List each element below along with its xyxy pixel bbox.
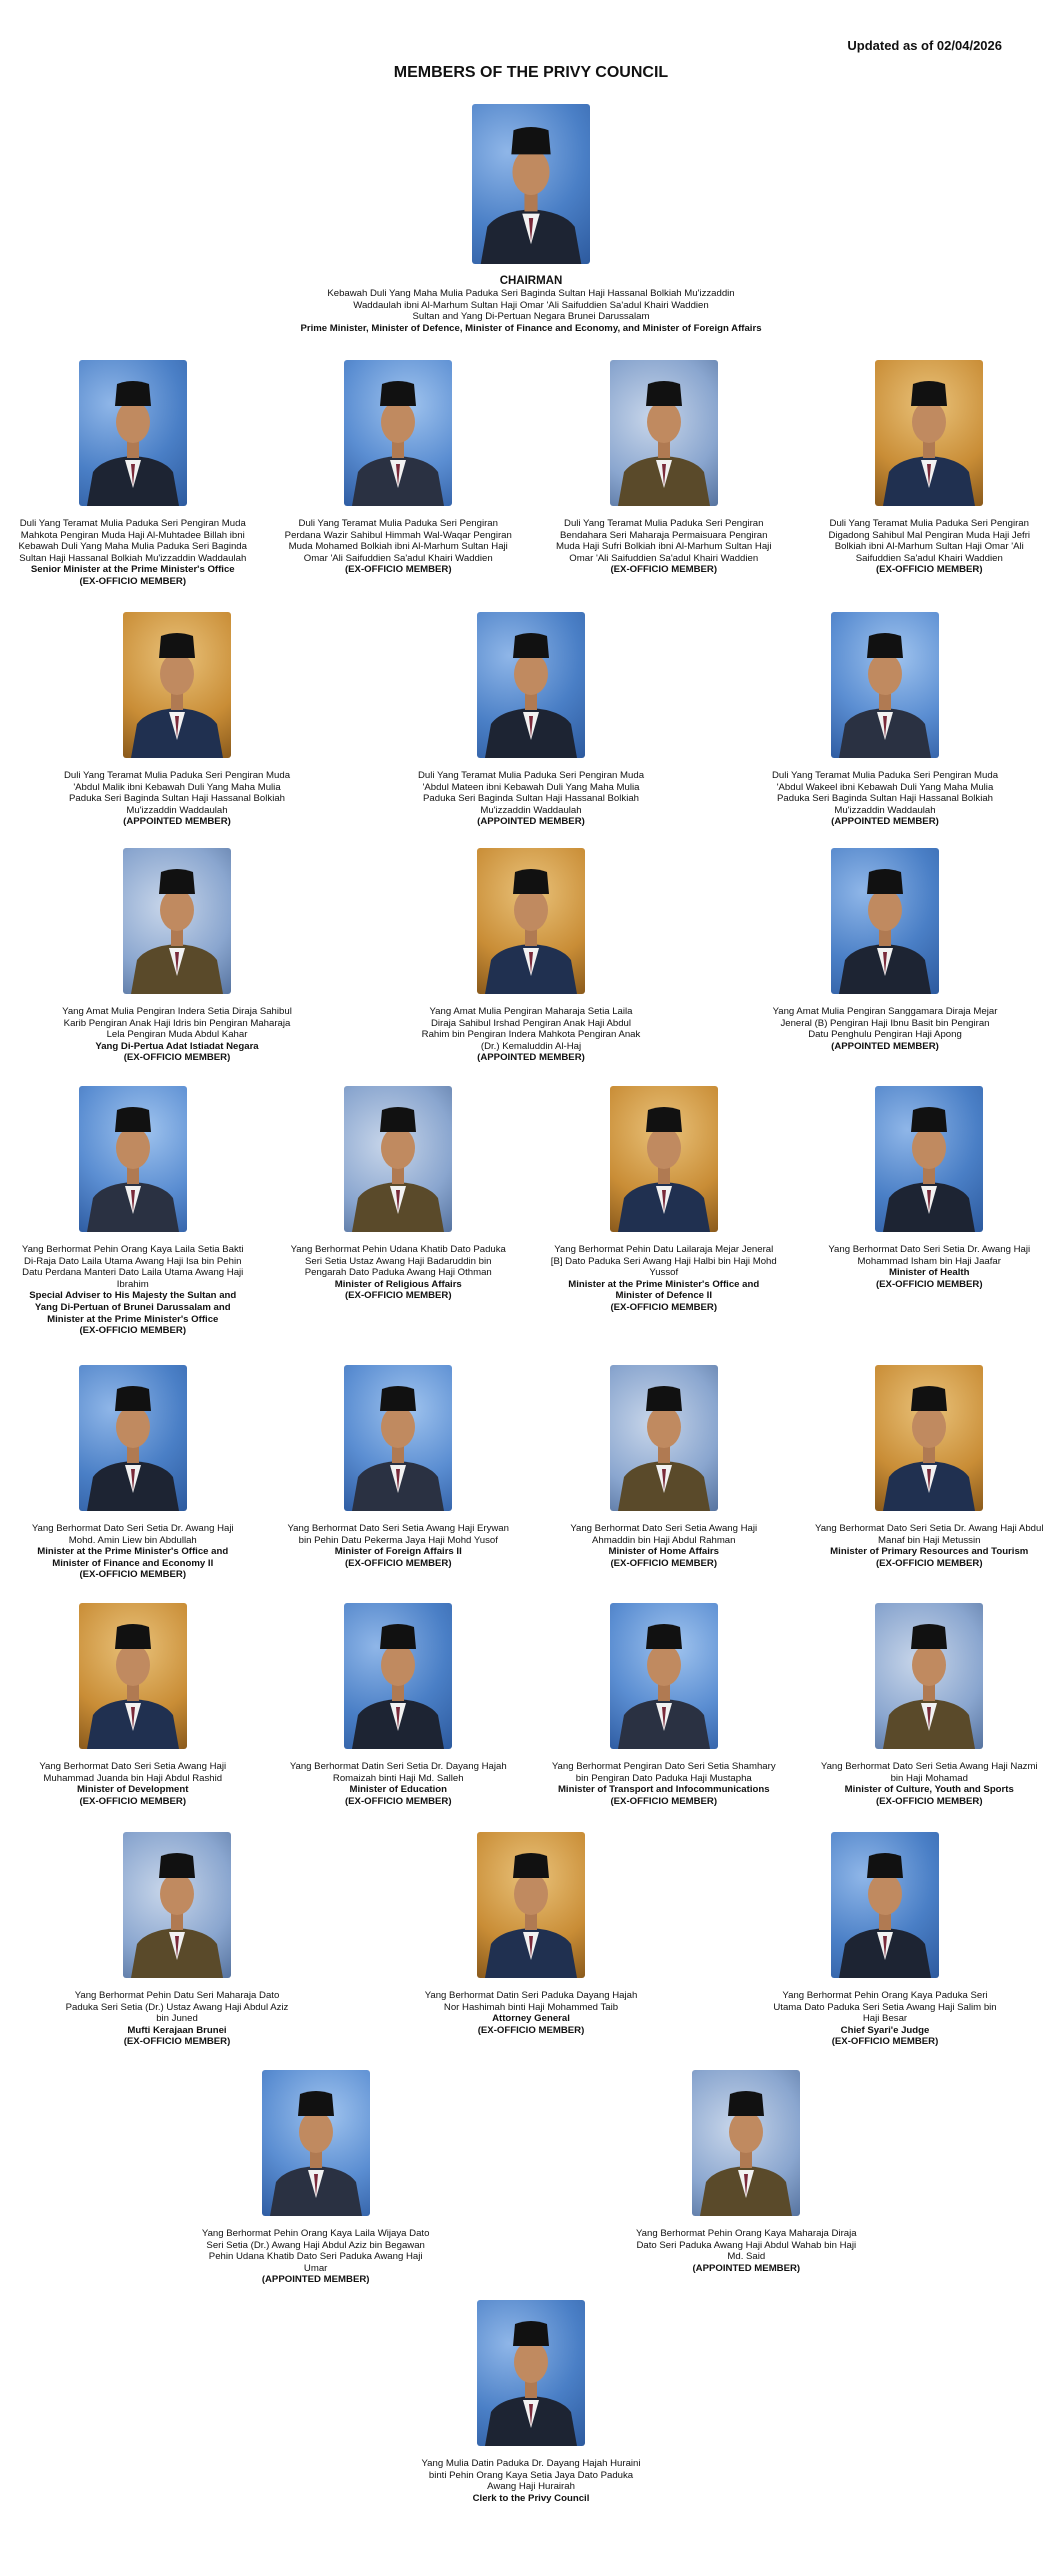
member-card bbox=[631, 2070, 861, 2286]
member-role: (EX-OFFICIO MEMBER) bbox=[79, 1569, 187, 1581]
member-card bbox=[18, 1603, 248, 1807]
member-role: (APPOINTED MEMBER) bbox=[831, 816, 939, 828]
member-name: Duli Yang Teramat Mulia Paduka Seri Pengiran Digadong Sahibul Mal Pengiran Muda Haji Jefri Bolkiah ibni Al-Marhum Sultan Haji Omar 'Ali Saifuddien Sa'adul Khairi Waddien bbox=[828, 518, 1031, 564]
member-caption bbox=[18, 1523, 248, 1581]
member-card bbox=[814, 1603, 1044, 1807]
member-caption bbox=[283, 1244, 513, 1302]
member-name: Yang Berhormat Dato Seri Setia Dr. Awang Haji Mohammad Isham bin Haji Jaafar bbox=[828, 1244, 1031, 1267]
member-card bbox=[283, 1603, 513, 1807]
updated-date: Updated as of 02/04/2026 bbox=[847, 38, 1002, 53]
member-photo bbox=[123, 1832, 231, 1978]
member-caption bbox=[549, 518, 779, 576]
member-caption bbox=[770, 1990, 1000, 2048]
member-card bbox=[416, 2300, 646, 2504]
member-caption bbox=[283, 518, 513, 576]
member-position: Minister of Health bbox=[889, 1267, 970, 1279]
member-role: (EX-OFFICIO MEMBER) bbox=[477, 2024, 585, 2036]
member-position: Mufti Kerajaan Brunei bbox=[127, 2024, 227, 2036]
member-position: Minister of Education bbox=[349, 1784, 448, 1796]
member-photo bbox=[875, 1365, 983, 1511]
member-name: Yang Berhormat Pehin Datu Seri Maharaja Dato Paduka Seri Setia (Dr.) Ustaz Awang Haji Abdul Aziz bin Juned bbox=[65, 1990, 289, 2025]
member-name: Yang Berhormat Dato Seri Setia Dr. Awang Haji Abdul Manaf bin Haji Metussin bbox=[815, 1523, 1044, 1546]
member-position: Minister of Primary Resources and Tourism bbox=[830, 1546, 1029, 1558]
chairman-name-line: Kebawah Duli Yang Maha Mulia Paduka Seri Baginda Sultan Haji Hassanal Bolkiah Mu'izzaddin bbox=[327, 288, 735, 299]
member-photo bbox=[123, 848, 231, 994]
member-name: Duli Yang Teramat Mulia Paduka Seri Pengiran Muda 'Abdul Malik ibni Kebawah Duli Yang Maha Mulia Paduka Seri Baginda Sultan Haji Hassanal Bolkiah Mu'izzaddin Waddaulah bbox=[63, 770, 291, 816]
chairman-card bbox=[251, 104, 811, 334]
member-photo bbox=[477, 2300, 585, 2446]
member-name: Yang Berhormat Dato Seri Setia Awang Haji Ahmaddin bin Haji Abdul Rahman bbox=[570, 1523, 758, 1546]
member-card bbox=[814, 1086, 1044, 1337]
member-name: Yang Berhormat Dato Seri Setia Awang Haji Nazmi bin Haji Mohamad bbox=[820, 1761, 1038, 1784]
member-row bbox=[0, 2300, 1062, 2504]
member-caption bbox=[283, 1523, 513, 1569]
member-name: Yang Berhormat Datin Seri Setia Dr. Dayang Hajah Romaizah binti Haji Md. Salleh bbox=[289, 1761, 507, 1784]
member-role: (EX-OFFICIO MEMBER) bbox=[831, 2036, 939, 2048]
member-role: (EX-OFFICIO MEMBER) bbox=[875, 1795, 983, 1807]
member-photo bbox=[79, 1086, 187, 1232]
member-caption bbox=[18, 1761, 248, 1807]
member-photo bbox=[262, 2070, 370, 2216]
member-card bbox=[416, 848, 646, 1064]
member-role: (EX-OFFICIO MEMBER) bbox=[79, 1795, 187, 1807]
member-caption bbox=[549, 1761, 779, 1807]
chairman-label: CHAIRMAN bbox=[499, 275, 563, 287]
member-row bbox=[0, 1832, 1062, 2048]
page-title: MEMBERS OF THE PRIVY COUNCIL bbox=[393, 64, 669, 81]
member-name: Yang Berhormat Pehin Orang Kaya Maharaja Diraja Dato Seri Paduka Awang Haji Abdul Wahab bin Haji Md. Said bbox=[636, 2228, 857, 2263]
member-card bbox=[770, 1832, 1000, 2048]
member-position: Clerk to the Privy Council bbox=[472, 2492, 590, 2504]
member-card bbox=[201, 2070, 431, 2286]
member-row bbox=[0, 2070, 1062, 2286]
member-caption bbox=[416, 2458, 646, 2504]
member-caption bbox=[814, 1761, 1044, 1807]
member-role: (EX-OFFICIO MEMBER) bbox=[610, 1301, 718, 1313]
member-card bbox=[416, 1832, 646, 2048]
member-name: Yang Berhormat Dato Seri Setia Awang Haji Erywan bin Pehin Datu Pekerma Jaya Haji Mohd Yusof bbox=[287, 1523, 509, 1546]
member-caption bbox=[18, 518, 248, 588]
member-photo bbox=[875, 1086, 983, 1232]
member-photo bbox=[79, 1365, 187, 1511]
member-role: (EX-OFFICIO MEMBER) bbox=[610, 564, 718, 576]
member-name: Duli Yang Teramat Mulia Paduka Seri Pengiran Perdana Wazir Sahibul Himmah Wal-Waqar Pengiran Muda Mohamed Bolkiah ibni Al-Marhum Sultan Haji Omar 'Ali Saifuddien Sa'adul Khairi Waddien bbox=[284, 518, 512, 564]
chairman-position: Prime Minister, Minister of Defence, Minister of Finance and Economy, and Minister of Foreign Affairs bbox=[300, 322, 762, 334]
member-caption bbox=[62, 1990, 292, 2048]
member-role: (EX-OFFICIO MEMBER) bbox=[123, 2036, 231, 2048]
member-caption bbox=[631, 2228, 861, 2274]
member-card bbox=[283, 360, 513, 588]
member-row bbox=[0, 1086, 1062, 1337]
member-role: (APPOINTED MEMBER) bbox=[477, 1052, 585, 1064]
member-row bbox=[0, 1603, 1062, 1807]
member-photo bbox=[123, 612, 231, 758]
member-card bbox=[814, 1365, 1044, 1581]
member-row bbox=[0, 1365, 1062, 1581]
member-position: Minister of Home Affairs bbox=[608, 1546, 720, 1558]
member-position: Minister of Culture, Youth and Sports bbox=[844, 1784, 1014, 1796]
chairman-photo bbox=[472, 104, 590, 264]
member-photo bbox=[477, 612, 585, 758]
member-row bbox=[0, 612, 1062, 828]
member-role: (APPOINTED MEMBER) bbox=[831, 1040, 939, 1052]
member-name: Duli Yang Teramat Mulia Paduka Seri Pengiran Muda 'Abdul Wakeel ibni Kebawah Duli Yang Maha Mulia Paduka Seri Baginda Sultan Haji Hassanal Bolkiah Mu'izzaddin Waddaulah bbox=[771, 770, 999, 816]
member-role: (EX-OFFICIO MEMBER) bbox=[123, 1052, 231, 1064]
member-role: (EX-OFFICIO MEMBER) bbox=[79, 575, 187, 587]
member-name: Yang Berhormat Pehin Datu Lailaraja Mejar Jeneral [B] Dato Paduka Seri Awang Haji Halbi bin Haji Mohd Yussof bbox=[550, 1244, 777, 1279]
member-caption bbox=[549, 1523, 779, 1569]
member-caption bbox=[814, 518, 1044, 576]
member-photo bbox=[610, 360, 718, 506]
member-photo bbox=[875, 1603, 983, 1749]
member-role: (EX-OFFICIO MEMBER) bbox=[344, 1290, 452, 1302]
member-card bbox=[770, 848, 1000, 1064]
member-name: Yang Berhormat Pehin Orang Kaya Laila Wijaya Dato Seri Setia (Dr.) Awang Haji Abdul Aziz bin Begawan Pehin Udana Khatib Dato Seri Paduka Awang Haji Umar bbox=[201, 2228, 430, 2274]
member-caption bbox=[814, 1244, 1044, 1290]
member-card bbox=[814, 360, 1044, 588]
member-card bbox=[62, 848, 292, 1064]
member-row bbox=[0, 848, 1062, 1064]
member-photo bbox=[344, 360, 452, 506]
member-name: Duli Yang Teramat Mulia Paduka Seri Pengiran Muda Mahkota Pengiran Muda Haji Al-Muhtadee Billah ibni Kebawah Duli Yang Maha Mulia Paduka Seri Baginda Sultan Haji Hassanal Bolkiah Mu'izzaddin Waddaulah bbox=[18, 518, 247, 564]
member-position: Minister at the Prime Minister's Office and Minister of Defence II bbox=[568, 1278, 760, 1302]
member-position: Yang Di-Pertua Adat Istiadat Negara bbox=[95, 1040, 259, 1052]
member-photo bbox=[875, 360, 983, 506]
member-card bbox=[549, 1365, 779, 1581]
member-photo bbox=[610, 1603, 718, 1749]
member-card bbox=[283, 1086, 513, 1337]
member-role: (APPOINTED MEMBER) bbox=[123, 816, 231, 828]
member-name: Yang Amat Mulia Pengiran Sanggamara Diraja Mejar Jeneral (B) Pengiran Haji Ibnu Basit bin Pengiran Datu Penghulu Pengiran Haji Apong bbox=[772, 1006, 998, 1041]
member-name: Duli Yang Teramat Mulia Paduka Seri Pengiran Bendahara Seri Maharaja Permaisuara Pengiran Muda Haji Sufri Bolkiah ibni Al-Marhum Sultan Haji Omar 'Ali Saifuddien Sa'adul Khairi Waddien bbox=[556, 518, 772, 564]
member-photo bbox=[477, 848, 585, 994]
member-caption bbox=[62, 770, 292, 828]
member-card bbox=[416, 612, 646, 828]
member-photo bbox=[344, 1603, 452, 1749]
member-photo bbox=[610, 1365, 718, 1511]
chairman-name-line: Waddaulah ibni Al-Marhum Sultan Haji Omar 'Ali Saifuddien Sa'adul Khairi Waddien bbox=[353, 299, 709, 311]
member-role: (APPOINTED MEMBER) bbox=[261, 2274, 370, 2286]
member-role: (EX-OFFICIO MEMBER) bbox=[875, 564, 983, 576]
member-position: Minister of Religious Affairs bbox=[334, 1278, 462, 1290]
member-role: (EX-OFFICIO MEMBER) bbox=[875, 1557, 983, 1569]
member-card bbox=[62, 1832, 292, 2048]
member-name: Yang Berhormat Datin Seri Paduka Dayang Hajah Nor Hashimah binti Haji Mohammed Taib bbox=[424, 1990, 638, 2013]
member-role: (EX-OFFICIO MEMBER) bbox=[610, 1795, 718, 1807]
member-caption bbox=[416, 1006, 646, 1064]
member-caption bbox=[201, 2228, 431, 2286]
member-position: Minister of Foreign Affairs II bbox=[334, 1546, 462, 1558]
member-role: (EX-OFFICIO MEMBER) bbox=[875, 1278, 983, 1290]
member-row bbox=[0, 360, 1062, 588]
member-caption bbox=[549, 1244, 779, 1314]
member-role: (EX-OFFICIO MEMBER) bbox=[610, 1557, 718, 1569]
member-photo bbox=[831, 1832, 939, 1978]
member-photo bbox=[477, 1832, 585, 1978]
member-name: Yang Berhormat Pengiran Dato Seri Setia Shamhary bin Pengiran Dato Paduka Haji Mustapha bbox=[551, 1761, 776, 1784]
member-photo bbox=[831, 848, 939, 994]
member-caption bbox=[770, 1006, 1000, 1052]
member-role: (APPOINTED MEMBER) bbox=[477, 816, 585, 828]
member-photo bbox=[79, 1603, 187, 1749]
member-card bbox=[18, 1086, 248, 1337]
member-position: Minister of Development bbox=[77, 1784, 189, 1796]
chairman-row bbox=[0, 104, 1062, 334]
member-name: Yang Amat Mulia Pengiran Maharaja Setia Laila Diraja Sahibul Irshad Pengiran Anak Haji Abdul Rahim bin Pengiran Indera Mahkota Pengiran Anak (Dr.) Kemaluddin Al-Haj bbox=[421, 1006, 641, 1052]
member-position: Senior Minister at the Prime Minister's Office bbox=[30, 564, 235, 576]
member-caption bbox=[770, 770, 1000, 828]
member-name: Yang Amat Mulia Pengiran Indera Setia Diraja Sahibul Karib Pengiran Anak Haji Idris bin Pengiran Maharaja Lela Pengiran Muda Abdul Kahar bbox=[62, 1006, 292, 1041]
member-caption bbox=[62, 1006, 292, 1064]
member-position: Chief Syari'e Judge bbox=[840, 2024, 930, 2036]
member-name: Yang Berhormat Pehin Udana Khatib Dato Paduka Seri Setia Ustaz Awang Haji Badaruddin bin Pengarah Dato Paduka Awang Haji Othman bbox=[290, 1244, 506, 1279]
member-role: (EX-OFFICIO MEMBER) bbox=[344, 564, 452, 576]
member-card bbox=[549, 1603, 779, 1807]
member-photo bbox=[831, 612, 939, 758]
member-role: (EX-OFFICIO MEMBER) bbox=[79, 1325, 187, 1337]
member-name: Duli Yang Teramat Mulia Paduka Seri Pengiran Muda 'Abdul Mateen ibni Kebawah Duli Yang Maha Mulia Paduka Seri Baginda Sultan Haji Hassanal Bolkiah Mu'izzaddin Waddaulah bbox=[417, 770, 645, 816]
member-card bbox=[62, 612, 292, 828]
member-position: Minister of Transport and Infocommunications bbox=[557, 1784, 770, 1796]
member-name: Yang Berhormat Dato Seri Setia Awang Haji Muhammad Juanda bin Haji Abdul Rashid bbox=[39, 1761, 227, 1784]
member-name: Yang Berhormat Pehin Orang Kaya Laila Setia Bakti Di-Raja Dato Laila Utama Awang Haji Isa bin Pehin Datu Perdana Manteri Dato Laila Utama Awang Haji Ibrahim bbox=[21, 1244, 244, 1290]
member-photo bbox=[344, 1365, 452, 1511]
member-position: Minister at the Prime Minister's Office and Minister of Finance and Economy II bbox=[37, 1546, 229, 1569]
member-name: Yang Mulia Datin Paduka Dr. Dayang Hajah Huraini binti Pehin Orang Kaya Setia Jaya Dato Paduka Awang Haji Hurairah bbox=[421, 2458, 641, 2493]
member-position: Attorney General bbox=[492, 2013, 570, 2025]
member-card bbox=[18, 360, 248, 588]
member-photo bbox=[692, 2070, 800, 2216]
member-caption bbox=[416, 770, 646, 828]
member-card bbox=[18, 1365, 248, 1581]
chairman-name-line: Sultan and Yang Di-Pertuan Negara Brunei Darussalam bbox=[412, 311, 650, 323]
member-card bbox=[283, 1365, 513, 1581]
member-photo bbox=[610, 1086, 718, 1232]
member-position: Special Adviser to His Majesty the Sultan and Yang Di-Pertuan of Brunei Darussalam and Minister at the Prime Minister's Office bbox=[29, 1290, 237, 1325]
member-role: (EX-OFFICIO MEMBER) bbox=[344, 1557, 452, 1569]
member-caption bbox=[283, 1761, 513, 1807]
member-card bbox=[549, 1086, 779, 1337]
member-photo bbox=[79, 360, 187, 506]
member-role: (APPOINTED MEMBER) bbox=[692, 2262, 801, 2274]
chairman-caption bbox=[300, 274, 761, 334]
member-name: Yang Berhormat Pehin Orang Kaya Paduka Seri Utama Dato Paduka Seri Setia Awang Haji Salim bin Haji Besar bbox=[773, 1990, 997, 2025]
member-card bbox=[770, 612, 1000, 828]
member-name: Yang Berhormat Dato Seri Setia Dr. Awang Haji Mohd. Amin Liew bin Abdullah bbox=[31, 1523, 234, 1546]
member-card bbox=[549, 360, 779, 588]
member-caption bbox=[416, 1990, 646, 2036]
member-caption bbox=[18, 1244, 248, 1337]
member-role: (EX-OFFICIO MEMBER) bbox=[344, 1795, 452, 1807]
member-photo bbox=[344, 1086, 452, 1232]
member-caption bbox=[814, 1523, 1044, 1569]
